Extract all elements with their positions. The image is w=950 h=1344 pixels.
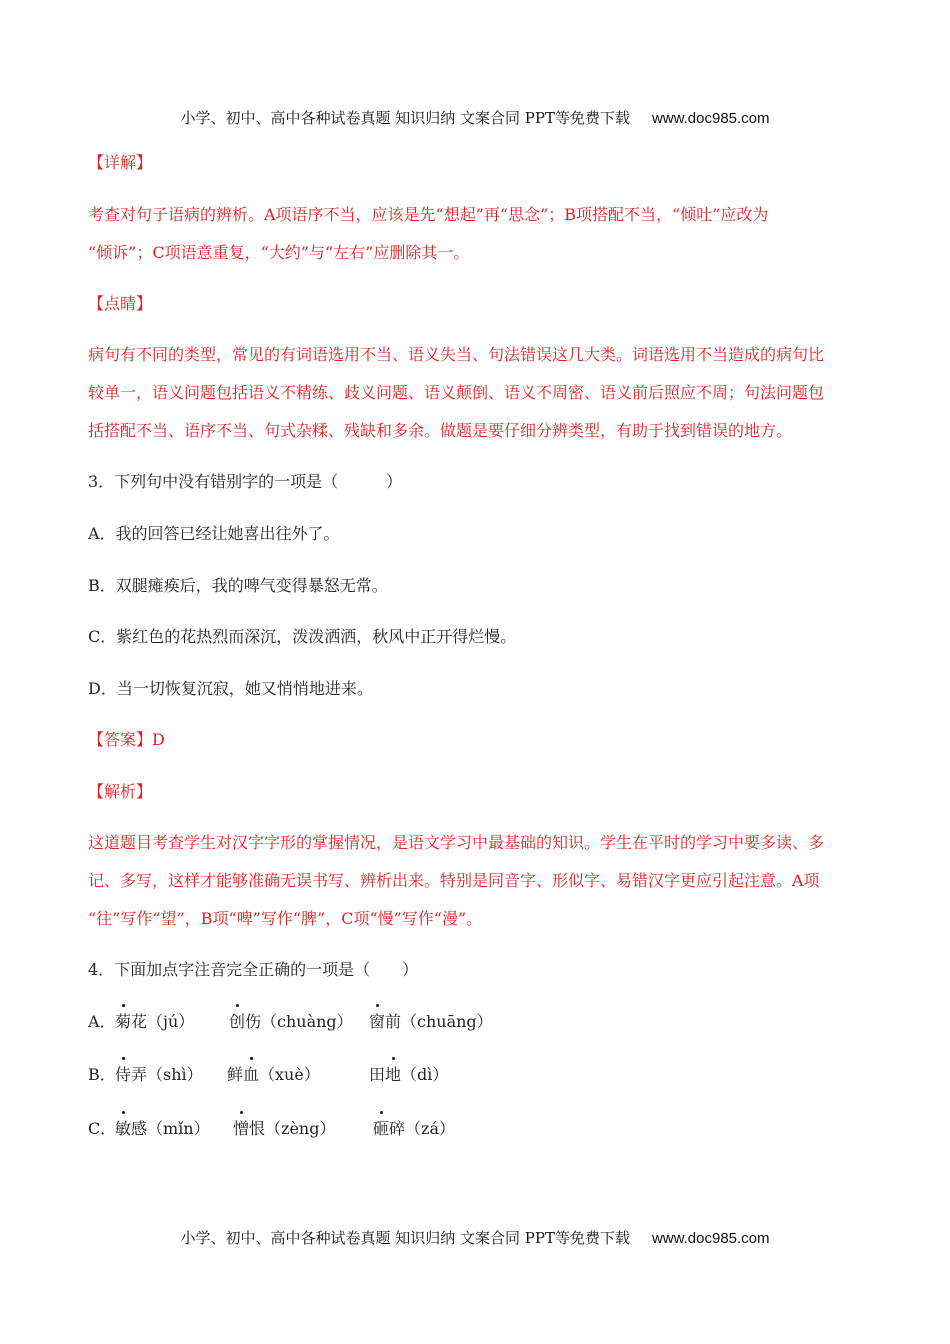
page-footer <box>0 1227 950 1248</box>
analysis-line: 记、多写，这样才能够准确无误书写、辨析出来。特别是同音字、形似字、易错汉字更应引起注意。A项 <box>88 871 820 890</box>
tip-line: 较单一，语义问题包括语义不精练、歧义问题、语义颠倒、语义不周密、语义前后照应不周；句法问题包 <box>88 383 825 402</box>
question3-option-d: D．当一切恢复沉寂，她又悄悄地进来。 <box>88 679 373 698</box>
option-label: C． <box>88 1119 117 1138</box>
option-word: 憎恨（zèng） <box>233 1116 335 1139</box>
footer-site-link[interactable]: www.doc985.com <box>651 1230 770 1247</box>
question3-stem: 3．下列句中没有错别字的一项是（ ） <box>88 472 403 491</box>
option-word: 窗前（chuāng） <box>369 1009 493 1032</box>
tip-line: 括搭配不当、语序不当、句式杂糅、残缺和多余。做题是要仔细分辨类型，有助于找到错误的地方。 <box>88 421 793 440</box>
option-word: 敏感（mǐn） <box>115 1116 210 1139</box>
option-label: A． <box>88 1012 116 1031</box>
question4-stem: 4．下面加点字注音完全正确的一项是（ ） <box>88 960 419 979</box>
option-word: 砸碎（zá） <box>373 1116 455 1139</box>
header-site-link[interactable]: www.doc985.com <box>651 110 770 127</box>
dotted-char: 窗 <box>369 1009 385 1032</box>
dotted-char: 憎 <box>233 1116 249 1139</box>
page-header <box>0 107 950 128</box>
option-word: 鲜血（xuè） <box>227 1062 320 1085</box>
option-word: 侍弄（shì） <box>115 1062 203 1085</box>
dotted-char: 地 <box>385 1062 401 1085</box>
answer-label: 【答案】 <box>88 730 153 749</box>
option-word: 田地（dì） <box>369 1062 448 1085</box>
question4-option-a <box>88 1009 868 1032</box>
question4-option-c <box>88 1116 868 1139</box>
question3-option-c: C．紫红色的花热烈而深沉，泼泼洒洒，秋风中正开得烂慢。 <box>88 627 517 646</box>
tip-heading: 【点睛】 <box>88 294 153 313</box>
explain-line: 考查对句子语病的辨析。A项语序不当，应该是先“想起”再“思念”；B项搭配不当，“倾吐”应改为 <box>88 205 769 224</box>
dotted-char: 侍 <box>115 1062 131 1085</box>
explain-heading: 【详解】 <box>88 153 153 172</box>
analysis-heading: 【解析】 <box>88 782 153 801</box>
answer-value: D <box>152 730 165 749</box>
option-label: B． <box>88 1065 116 1084</box>
dotted-char: 菊 <box>115 1009 131 1032</box>
dotted-char: 砸 <box>373 1116 389 1139</box>
dotted-char: 创 <box>229 1009 245 1032</box>
dotted-char: 血 <box>243 1062 259 1085</box>
question4-option-b <box>88 1062 868 1085</box>
question3-option-a: A．我的回答已经让她喜出往外了。 <box>88 524 340 543</box>
option-word: 创伤（chuàng） <box>229 1009 353 1032</box>
dotted-char: 敏 <box>115 1116 131 1139</box>
analysis-line: 这道题目考查学生对汉字字形的掌握情况，是语文学习中最基础的知识。学生在平时的学习中要多读、多 <box>88 833 825 852</box>
tip-line: 病句有不同的类型，常见的有词语选用不当、语义失当、句法错误这几大类。词语选用不当造成的病句比 <box>88 345 825 364</box>
header-text: 小学、初中、高中各种试卷真题 知识归纳 文案合同 PPT等免费下载 <box>180 109 630 127</box>
answer-line <box>88 727 868 750</box>
explain-line: “倾诉”；C项语意重复，“大约”与“左右”应删除其一。 <box>88 243 470 262</box>
analysis-line: “往”写作“望”，B项“啤”写作“脾”，C项“慢”写作“漫”。 <box>88 909 483 928</box>
footer-text: 小学、初中、高中各种试卷真题 知识归纳 文案合同 PPT等免费下载 <box>180 1229 630 1247</box>
option-word: 菊花（jú） <box>115 1009 194 1032</box>
question3-option-b: B．双腿瘫痪后，我的啤气变得暴怒无常。 <box>88 576 388 595</box>
